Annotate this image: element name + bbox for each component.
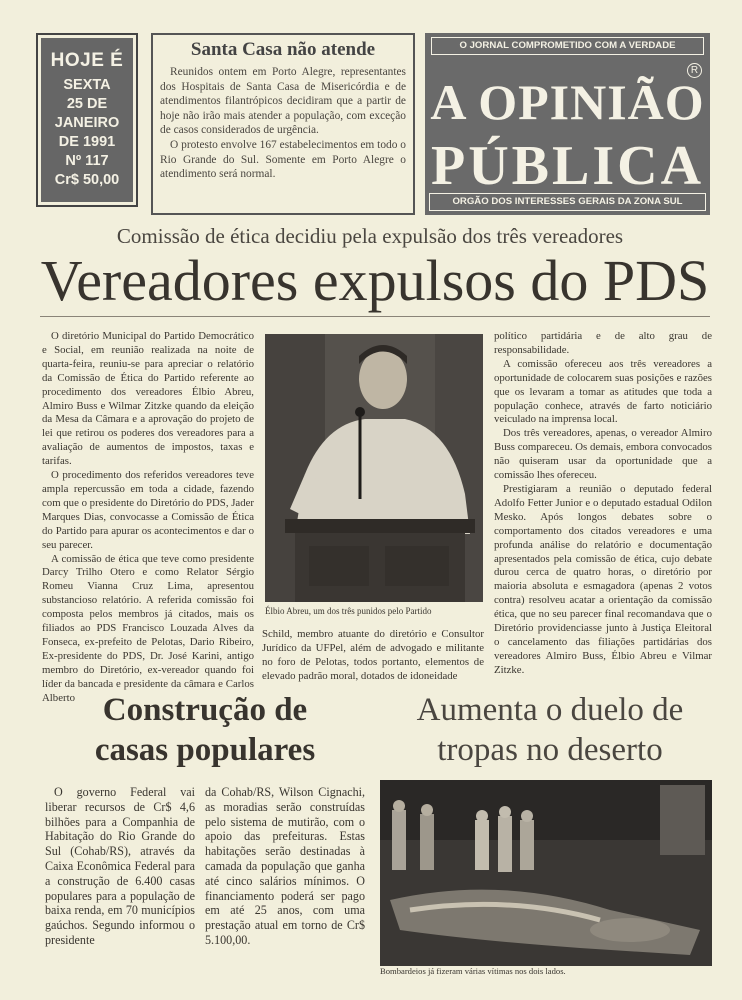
lead-paragraph: Prestigiaram a reunião o deputado federal Adolfo Fetter Junior e o deputado estadual Odilon Mesko. Após longos debates sobre o comportamento dos citados vereadores e uma profunda análise do relatório e documentação apresentados pela comissão de ética, cujo debate durou cerca de quatro horas, o diretório por maioria absoluta e esmagadora (apenas 2 votos contra) resolveu acatar a orientação da comissão ética, que no seu parecer final recomandava que o Diretório providenciasse junto à Justiça Eleitoral o cancelamento das filiações partidárias dos vereadores Almiro Buss, Élbio Abreu e Vilmar Zitzke. (494, 482, 712, 676)
santa-casa-title: Santa Casa não atende (190, 39, 376, 60)
housing-headline-line2: casas populares (94, 732, 316, 768)
speaker-photo-caption: Élbio Abreu, um dos três punidos pelo Partido (265, 606, 432, 616)
lead-paragraph: O procedimento dos referidos vereadores teve ampla repercussão em toda a cidade, fazendo com que o presidente do Diretório do PDS, Jader Marques Dias, convocasse a Comissão de Ética do Partido para apurar os acontecimentos e dar o seu parecer. (42, 469, 254, 551)
santa-casa-box (151, 33, 415, 215)
santa-casa-paragraph: O protesto envolve 167 estabelecimentos em todo o Rio Grande do Sul. Somente em Porto Alegre o atendimento será normal. (160, 138, 406, 181)
date-box (36, 33, 138, 207)
desert-headline (385, 690, 715, 770)
housing-paragraph: O governo Federal vai liberar recursos de Cr$ 4,6 bilhões para a Companhia de Habitação do Rio Grande do Sul (Cohab/RS), através da Caixa Econômica Federal para a construção de 6.400 casas populares para a população de baixa renda, em 70 municípios gaúchos. Segundo informou o presidente (45, 785, 195, 947)
headline-rule (40, 316, 710, 317)
masthead-slogan-top: O JORNAL COMPROMETIDO COM A VERDADE (431, 37, 704, 55)
masthead-name-line1: A OPINIÃO (430, 74, 705, 130)
date-weekday: SEXTA (63, 77, 111, 93)
lead-column-2 (262, 628, 484, 690)
lead-paragraph: A comissão ofereceu aos três vereadores a oportunidade de colocarem suas posições e razões que os levaram a tomar as atitudes que toda a população conhece, através de farto noticiário veiculado na imprensa local. (494, 357, 712, 426)
date-month: JANEIRO (54, 115, 120, 131)
registered-mark-icon: R (687, 63, 702, 78)
lead-kicker: Comissão de ética decidiu pela expulsão dos três vereadores (116, 224, 624, 248)
housing-column-1 (45, 785, 195, 965)
speaker-photo-image (265, 334, 483, 602)
lead-paragraph: Dos três vereadores, apenas, o vereador Almiro Buss compareceu. Os demais, embora convocados não quiseram usar da oportunidade que a comissão lhes ofereceu. (494, 427, 712, 482)
desert-photo-caption: Bombardeios já fizeram várias vítimas nos dois lados. (380, 966, 566, 976)
date-day: 25 DE (66, 96, 108, 112)
masthead-name-line2: PÚBLICA (430, 135, 705, 197)
lead-paragraph: Schild, membro atuante do diretório e Consultor Jurídico da UFPel, além de advogado e militante no foro de Pelotas, todos portanto, elementos de elevado padrão moral, dotados de idoneidade (262, 628, 484, 682)
lead-paragraph: A comissão de ética que teve como presidente Darcy Trilho Otero e como Relator Sérgio Romeu Vianna Cruz Lima, apresentou substancioso relatório. A referida comissão foi composta pelos membros já citados, mais os filiados ao PDS Francisco Louzada Alves da Fonseca, ex-prefeito de Pelotas, Dario Ribeiro, Ex-presidente do PDS, Dr. José Karini, antigo membro do Diretório, ex-vereador quando foi líder da bancada e presidente da câmara e Carlos Alberto (42, 552, 254, 704)
date-box-panel (41, 38, 133, 202)
lead-column-1 (42, 330, 254, 704)
housing-paragraph: da Cohab/RS, Wilson Cignachi, as moradias serão construídas pelo sistema de mutirão, com o apoio das prefeituras. Estas habitações serão destinadas à camada da população que ganha até cinco salários mínimos. O financiamento poderá ser pago em até 25 anos, com uma prestação atual em torno de Cr$ 5.100,00. (205, 785, 365, 947)
issue-number: Nº 117 (65, 153, 109, 169)
housing-headline (60, 690, 350, 770)
santa-casa-paragraph: Reunidos ontem em Porto Alegre, representantes dos Hospitais de Santa Casa de Misericórdia e de atendimentos filantrópicos decidiram que a partir de hoje não irão mais atender a população, com exceção de casos considerados de urgência. (160, 66, 406, 137)
desert-photo (380, 780, 712, 966)
lead-paragraph: O diretório Municipal do Partido Democrático e Social, em reunião realizada na noite de quarta-feira, reuniu-se para apreciar o relatório da Comissão de Ética do Partido referente ao procedimento dos vereadores Élbio Abreu, Almiro Buss e Wilmar Zitzke quando da eleição da Mesa da Câmara e a aprovação do projeto de lei que retirou os poderes dos vereadores para a avaliação de aumentos de impostos, taxas e tarifas. (42, 330, 254, 468)
desert-headline-line1: Aumenta o duelo de (416, 692, 684, 728)
masthead-slogan-bottom: ORGÃO DOS INTERESSES GERAIS DA ZONA SUL (429, 193, 706, 211)
issue-price: Cr$ 50,00 (54, 172, 120, 188)
lead-column-3 (494, 330, 712, 690)
lead-paragraph: político partidária e de alto grau de responsabilidade. (494, 330, 712, 356)
desert-headline-line2: tropas no deserto (437, 732, 663, 768)
lead-headline: Vereadores expulsos do PDS (40, 248, 710, 313)
masthead (425, 33, 710, 215)
date-year: DE 1991 (58, 134, 116, 150)
desert-photo-image (380, 780, 712, 966)
housing-column-2 (205, 785, 365, 965)
speaker-photo (265, 334, 483, 602)
housing-headline-line1: Construção de (102, 692, 308, 728)
date-box-title: HOJE É (50, 50, 124, 71)
